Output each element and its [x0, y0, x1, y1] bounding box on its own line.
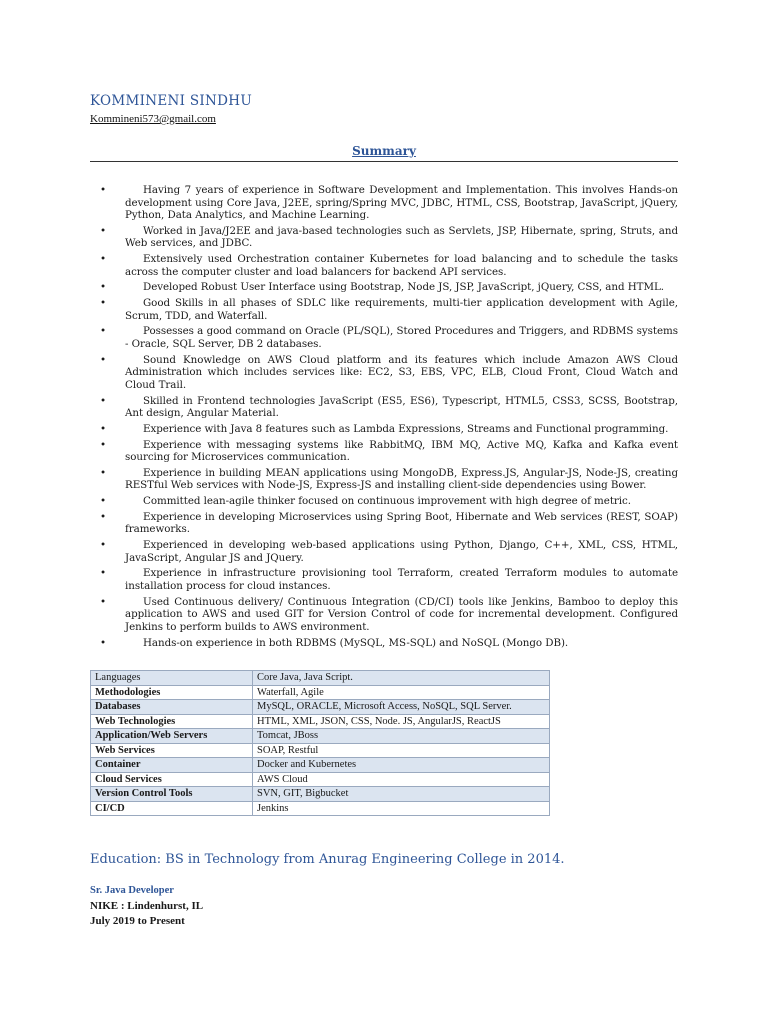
summary-item: • Having 7 years of experience in Software Development and Implementation. This involves Hands-on development using Core Java, J2EE, spring/Spring MVC, JDBC, HTML, CSS, Bootstrap, JavaScript, jQuery, Python, Data Analytics, and Machine Learning. [100, 184, 678, 222]
summary-item: • Possesses a good command on Oracle (PL/SQL), Stored Procedures and Triggers, and RDBMS systems - Oracle, SQL Server, DB 2 databases. [100, 325, 678, 350]
skill-value: AWS Cloud [253, 772, 550, 787]
candidate-name: KOMMINENI SINDHU [90, 93, 253, 109]
skill-category: CI/CD [91, 801, 253, 816]
skill-category: Version Control Tools [91, 787, 253, 802]
email-link[interactable]: Kommineni573@gmail.com [90, 113, 216, 125]
section-divider [90, 161, 678, 162]
summary-item: • Skilled in Frontend technologies JavaScript (ES5, ES6), Typescript, HTML5, CSS3, SCSS, Bootstrap, Ant design, Angular Material. [100, 394, 678, 420]
skill-category: Web Services [91, 743, 253, 758]
skill-value: Jenkins [253, 801, 550, 816]
skill-value: MySQL, ORACLE, Microsoft Access, NoSQL, SQL Server. [253, 700, 550, 715]
job-dates: July 2019 to Present [90, 915, 185, 927]
table-row [91, 801, 550, 816]
table-row [91, 729, 550, 744]
skill-category: Application/Web Servers [91, 729, 253, 744]
skill-value: Waterfall, Agile [253, 685, 550, 700]
skills-table [90, 670, 550, 816]
summary-item: • Developed Robust User Interface using Bootstrap, Node JS, JSP, JavaScript, jQuery, CSS, and HTML. [100, 281, 664, 294]
skill-value: SOAP, Restful [253, 743, 550, 758]
summary-item: • Experience with messaging systems like RabbitMQ, IBM MQ, Active MQ, Kafka and Kafka event sourcing for Microservices communication. [100, 438, 678, 464]
job-role: Sr. Java Developer [90, 885, 174, 896]
summary-list [90, 184, 678, 652]
table-row [91, 743, 550, 758]
table-row [91, 714, 550, 729]
skill-category: Container [91, 758, 253, 773]
skill-value: Tomcat, JBoss [253, 729, 550, 744]
table-row [91, 772, 550, 787]
summary-item: • Good Skills in all phases of SDLC like requirements, multi-tier application development with Agile, Scrum, TDD, and Waterfall. [100, 297, 678, 322]
summary-item: • Committed lean-agile thinker focused on continuous improvement with high degree of metric. [100, 495, 631, 508]
summary-item: • Experience in developing Microservices using Spring Boot, Hibernate and Web services (REST, SOAP) frameworks. [100, 510, 678, 536]
summary-item: • Experience in building MEAN applications using MongoDB, Express.JS, Angular-JS, Node-JS, creating RESTful Web services with Node-JS, Express-JS and installing client-side dependencies using Bower. [100, 466, 678, 492]
summary-item: • Hands-on experience in both RDBMS (MySQL, MS-SQL) and NoSQL (Mongo DB). [100, 636, 569, 649]
table-row [91, 700, 550, 715]
skill-category: Methodologies [91, 685, 253, 700]
table-row [91, 685, 550, 700]
table-row [91, 671, 550, 686]
summary-item: • Extensively used Orchestration container Kubernetes for load balancing and to schedule the tasks across the computer cluster and load balancers for backend API services. [100, 253, 678, 278]
summary-item: • Experience with Java 8 features such as Lambda Expressions, Streams and Functional programming. [100, 422, 669, 435]
skill-value: SVN, GIT, Bigbucket [253, 787, 550, 802]
table-row [91, 758, 550, 773]
skill-category: Web Technologies [91, 714, 253, 729]
summary-item: • Used Continuous delivery/ Continuous Integration (CD/CI) tools like Jenkins, Bamboo to deploy this application to AWS and used GIT for Version Control of code for incremental development. Configured Jenkins to perform builds to AWS environment. [100, 595, 678, 633]
table-row [91, 787, 550, 802]
summary-item: • Experience in infrastructure provisioning tool Terraform, created Terraform modules to automate installation process for cloud instances. [100, 567, 678, 592]
skill-category: Languages [91, 671, 253, 686]
skill-category: Cloud Services [91, 772, 253, 787]
skill-category: Databases [91, 700, 253, 715]
skill-value: Docker and Kubernetes [253, 758, 550, 773]
education-line: Education: BS in Technology from Anurag Engineering College in 2014. [90, 852, 565, 867]
job-employer: NIKE : Lindenhurst, IL [90, 900, 204, 912]
summary-item: • Worked in Java/J2EE and java-based technologies such as Servlets, JSP, Hibernate, spring, Struts, and Web services, and JDBC. [100, 224, 678, 250]
summary-item: • Sound Knowledge on AWS Cloud platform and its features which include Amazon AWS Cloud Administration which includes services like: EC2, S3, EBS, VPC, ELB, Cloud Front, Cloud Watch and Cloud Trail. [100, 353, 678, 391]
summary-item: • Experienced in developing web-based applications using Python, Django, C++, XML, CSS, HTML, JavaScript, Angular JS and JQuery. [100, 539, 678, 564]
summary-heading: Summary [352, 144, 416, 158]
skill-value: HTML, XML, JSON, CSS, Node. JS, AngularJS, ReactJS [253, 714, 550, 729]
skill-value: Core Java, Java Script. [253, 671, 550, 686]
